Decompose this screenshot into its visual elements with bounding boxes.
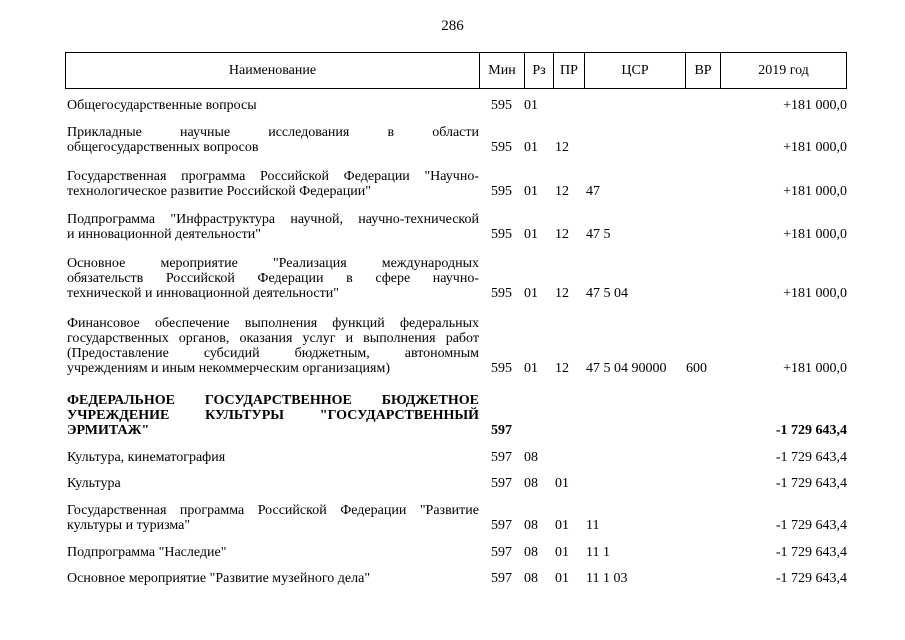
row-vr: 600: [686, 361, 707, 376]
row-sum: -1 729 643,4: [775, 423, 847, 438]
row-csr: 47: [586, 184, 600, 199]
row-csr: 11 1 03: [586, 571, 628, 586]
row-rz: 01: [524, 286, 538, 301]
row-rz: 08: [524, 545, 538, 560]
row-name-line: технической и инновационной деятельности": [67, 286, 339, 301]
row-min: 597: [491, 518, 512, 533]
row-rz: 08: [524, 450, 538, 465]
row-sum: -1 729 643,4: [775, 545, 847, 560]
header-csr: ЦСР: [584, 53, 685, 88]
row-name-line: культуры и туризма": [67, 518, 191, 533]
row-name-line: и инновационной деятельности": [67, 227, 261, 242]
row-name-line: Общегосударственные вопросы: [67, 98, 257, 113]
row-pr: 01: [555, 545, 569, 560]
row-name: [67, 256, 479, 301]
row-rz: 08: [524, 518, 538, 533]
header-year: 2019 год: [720, 53, 846, 88]
row-sum: -1 729 643,4: [775, 518, 847, 533]
row-min: 595: [491, 98, 512, 113]
row-name-line: Культура, кинематография: [67, 450, 226, 465]
row-min: 597: [491, 450, 512, 465]
row-min: 597: [491, 476, 512, 491]
row-name: [67, 125, 479, 155]
row-csr: 11 1: [586, 545, 610, 560]
row-name-line: Культура: [67, 476, 121, 491]
row-pr: 12: [555, 140, 569, 155]
row-name: [67, 476, 479, 491]
row-name-line: обязательств Российской Федерации в сфере научно-: [67, 271, 479, 286]
row-name: [67, 393, 479, 438]
row-min: 595: [491, 361, 512, 376]
header-pr: ПР: [553, 53, 584, 88]
row-csr: 47 5 04 90000: [586, 361, 667, 376]
row-name-line: ФЕДЕРАЛЬНОЕ ГОСУДАРСТВЕННОЕ БЮДЖЕТНОЕ: [67, 393, 479, 408]
row-rz: 08: [524, 571, 538, 586]
row-rz: 01: [524, 140, 538, 155]
row-sum: +181 000,0: [783, 286, 847, 301]
row-name: [67, 169, 479, 199]
header-name: Наименование: [228, 62, 317, 78]
row-csr: 47 5: [586, 227, 611, 242]
row-csr: 47 5 04: [586, 286, 628, 301]
header-vr: ВР: [685, 53, 720, 88]
row-sum: -1 729 643,4: [775, 450, 847, 465]
row-name-line: Основное мероприятие "Реализация международных: [67, 256, 479, 271]
row-name-line: Государственная программа Российской Федерации "Научно-: [67, 169, 479, 184]
row-name-line: ЭРМИТАЖ": [67, 423, 150, 438]
row-rz: 08: [524, 476, 538, 491]
header-min: Мин: [479, 53, 524, 88]
row-rz: 01: [524, 98, 538, 113]
row-rz: 01: [524, 184, 538, 199]
row-rz: 01: [524, 227, 538, 242]
row-name-line: Подпрограмма "Инфраструктура научной, научно-технической: [67, 212, 479, 227]
row-sum: +181 000,0: [783, 98, 847, 113]
row-min: 597: [491, 423, 512, 438]
row-min: 595: [491, 286, 512, 301]
row-name-line: УЧРЕЖДЕНИЕ КУЛЬТУРЫ "ГОСУДАРСТВЕННЫЙ: [67, 408, 479, 423]
row-name-line: Финансовое обеспечение выполнения функций федеральных: [67, 316, 479, 331]
row-sum: -1 729 643,4: [775, 476, 847, 491]
row-pr: 01: [555, 571, 569, 586]
row-name-line: государственных органов, оказания услуг и выполнения работ: [67, 331, 479, 346]
page-number: 286: [441, 18, 464, 34]
row-min: 595: [491, 227, 512, 242]
row-name-line: общегосударственных вопросов: [67, 140, 259, 155]
header-rz: Рз: [524, 53, 553, 88]
row-rz: 01: [524, 361, 538, 376]
row-name: [67, 316, 479, 376]
row-name-line: Основное мероприятие "Развитие музейного дела": [67, 571, 371, 586]
row-name: [67, 450, 479, 465]
row-sum: -1 729 643,4: [775, 571, 847, 586]
row-sum: +181 000,0: [783, 140, 847, 155]
row-name-line: (Предоставление субсидий бюджетным, автономным: [67, 346, 479, 361]
row-min: 595: [491, 140, 512, 155]
table-header: [65, 52, 847, 89]
row-name-line: учреждениям и иным некоммерческим организациям): [67, 361, 391, 376]
row-min: 595: [491, 184, 512, 199]
row-pr: 01: [555, 476, 569, 491]
row-name: [67, 98, 479, 113]
row-name: [67, 503, 479, 533]
row-min: 597: [491, 571, 512, 586]
row-pr: 12: [555, 361, 569, 376]
row-pr: 12: [555, 227, 569, 242]
row-min: 597: [491, 545, 512, 560]
row-pr: 12: [555, 286, 569, 301]
row-sum: +181 000,0: [783, 184, 847, 199]
row-name: [67, 545, 479, 560]
row-csr: 11: [586, 518, 600, 533]
row-name: [67, 212, 479, 242]
row-name-line: Прикладные научные исследования в области: [67, 125, 479, 140]
row-pr: 01: [555, 518, 569, 533]
row-sum: +181 000,0: [783, 361, 847, 376]
row-pr: 12: [555, 184, 569, 199]
row-name-line: Государственная программа Российской Федерации "Развитие: [67, 503, 479, 518]
row-name-line: Подпрограмма "Наследие": [67, 545, 227, 560]
row-name: [67, 571, 479, 586]
row-name-line: технологическое развитие Российской Федерации": [67, 184, 371, 199]
row-sum: +181 000,0: [783, 227, 847, 242]
